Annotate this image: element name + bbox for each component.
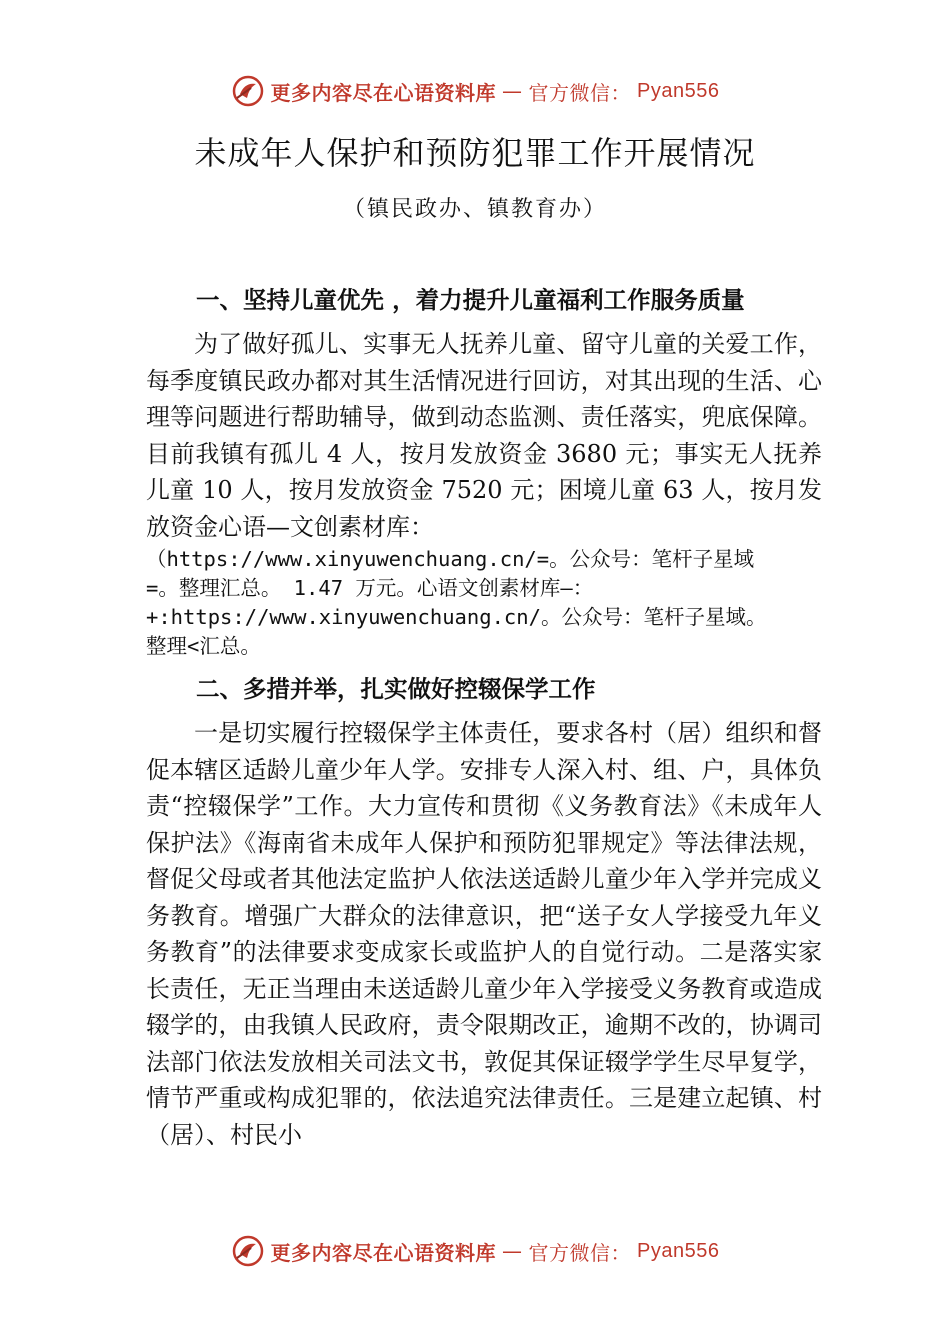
footer-watermark-banner bbox=[0, 1234, 950, 1268]
section-1-inserted-text bbox=[146, 545, 822, 661]
brand-logo-icon bbox=[231, 1234, 265, 1268]
banner-separator: — bbox=[502, 79, 523, 103]
inserted-line: 整理<汇总。 bbox=[146, 634, 261, 658]
section-1-heading: 一、坚持儿童优先 ，着力提升儿童福利工作服务质量 bbox=[196, 286, 745, 314]
banner-wechat-id: Pyan556 bbox=[637, 79, 720, 102]
banner-separator: — bbox=[502, 1239, 523, 1263]
banner-brand-text: 更多内容尽在心语资料库 bbox=[270, 80, 497, 105]
document-title: 未成年人保护和预防犯罪工作开展情况 bbox=[194, 134, 756, 172]
document-subtitle: （镇民政办、镇教育办） bbox=[342, 197, 607, 222]
banner-wechat-id: Pyan556 bbox=[637, 1239, 720, 1262]
section-2-heading: 二、多措并举，扎实做好控辍保学工作 bbox=[196, 675, 596, 703]
inserted-line: （https://www.xinyuwenchuang.cn/=。公众号：笔杆子星域 bbox=[146, 547, 755, 571]
banner-brand-text: 更多内容尽在心语资料库 bbox=[270, 1240, 497, 1265]
header-watermark-banner bbox=[0, 74, 950, 108]
section-2-paragraph: 一是切实履行控辍保学主体责任，要求各村（居）组织和督促本辖区适龄儿童少年人学。安排专人深入村、组、户，具体负责“控辍保学”工作。大力宣传和贯彻《义务教育法》《未成年人保护法》《海南省未成年人保护和预防犯罪规定》等法律法规，督促父母或者其他法定监护人依法送适龄儿童少年入学并完成义务教育。增强广大群众的法律意识，把“送子女人学接受九年义务教育”的法律要求变成家长或监护人的自觉行动。二是落实家长责任，无正当理由未送适龄儿童少年入学接受义务教育或造成辍学的，由我镇人民政府，责令限期改正，逾期不改的，协调司法部门依法发放相关司法文书，敦促其保证辍学学生尽早复学，情节严重或构成犯罪的，依法追究法律责任。三是建立起镇、村（居）、村民小 bbox=[146, 719, 822, 1149]
section-1-paragraph: 为了做好孤儿、实事无人抚养儿童、留守儿童的关爱工作，每季度镇民政办都对其生活情况进行回访，对其出现的生活、心理等问题进行帮助辅导，做到动态监测、责任落实，兜底保障。目前我镇有孤儿 4 人，按月发放资金 3680 元；事实无人抚养儿童 10 人，按月发放资金 7520 元；困境儿童 63 人，按月发放资金心语—文创素材库： bbox=[146, 330, 822, 541]
brand-logo-icon bbox=[231, 74, 265, 108]
inserted-line: +:https://www.xinyuwenchuang.cn/。公众号：笔杆子星域。 bbox=[146, 605, 767, 629]
banner-wechat-label: 官方微信： bbox=[528, 1240, 632, 1265]
inserted-line: =。整理汇总。 1.47 万元。心语文创素材库—： bbox=[146, 576, 594, 600]
banner-wechat-label: 官方微信： bbox=[528, 80, 632, 105]
document-body bbox=[146, 282, 822, 1153]
